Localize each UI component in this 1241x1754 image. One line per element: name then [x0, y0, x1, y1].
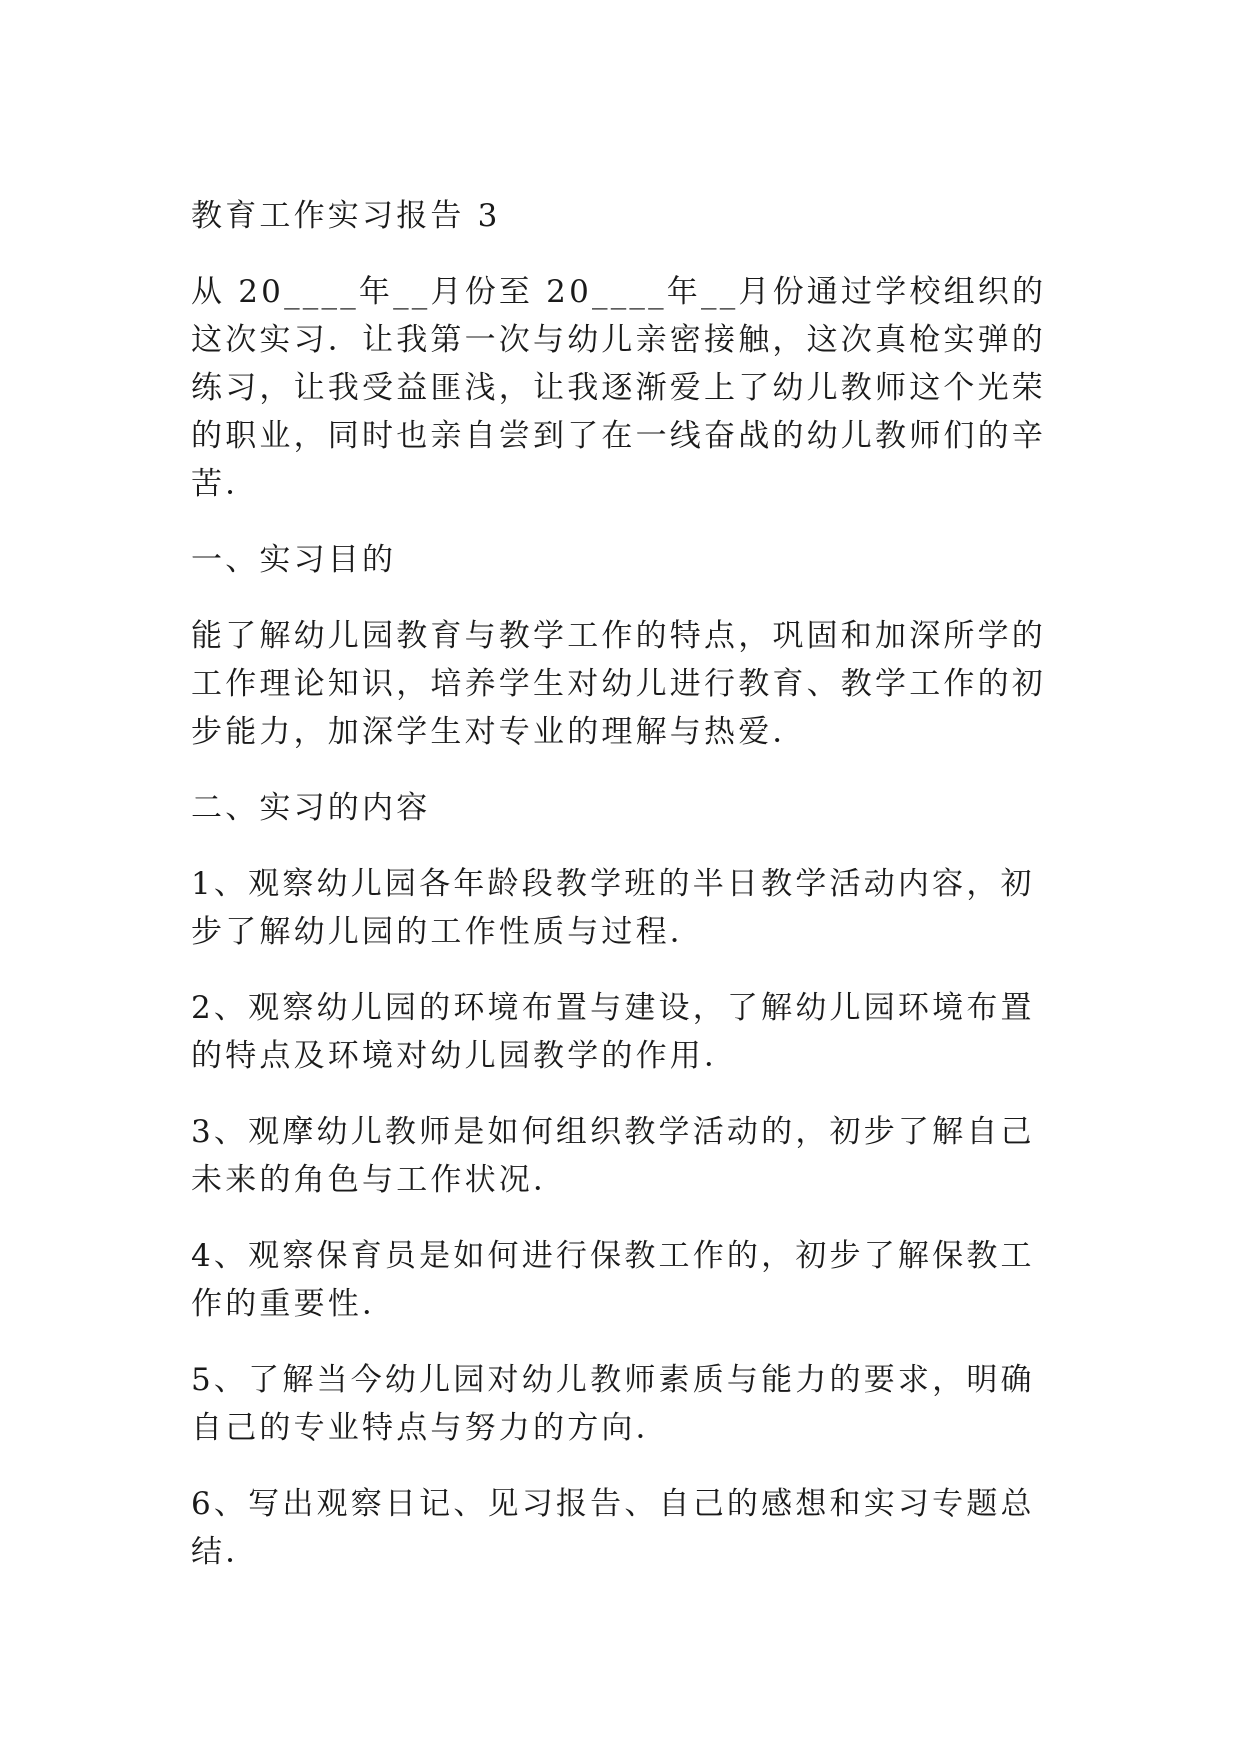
intro-paragraph: 从 20____年__月份至 20____年__月份通过学校组织的这次实习．让我第一次与幼儿亲密接触，这次真枪实弹的练习，让我受益匪浅，让我逐渐爱上了幼儿教师这个光荣的职业，同时也亲自尝到了在一线奋战的幼儿教师们的辛苦．: [191, 274, 1047, 502]
list-item: 6、写出观察日记、见习报告、自己的感想和实习专题总结．: [191, 1486, 1035, 1570]
list-item: 2、观察幼儿园的环境布置与建设，了解幼儿园环境布置的特点及环境对幼儿园教学的作用．: [191, 990, 1035, 1074]
list-item: 5、了解当今幼儿园对幼儿教师素质与能力的要求，明确自己的专业特点与努力的方向．: [191, 1362, 1035, 1446]
list-item: 1、观察幼儿园各年龄段教学班的半日教学活动内容，初步了解幼儿园的工作性质与过程．: [191, 866, 1035, 950]
list-item: 3、观摩幼儿教师是如何组织教学活动的，初步了解自己未来的角色与工作状况．: [191, 1114, 1035, 1198]
list-item: 4、观察保育员是如何进行保教工作的，初步了解保教工作的重要性．: [191, 1238, 1035, 1322]
section-heading-purpose: 一、实习目的: [191, 542, 397, 578]
section-heading-content: 二、实习的内容: [191, 790, 431, 826]
purpose-paragraph: 能了解幼儿园教育与教学工作的特点，巩固和加深所学的工作理论知识，培养学生对幼儿进行教育、教学工作的初步能力，加深学生对专业的理解与热爱．: [191, 618, 1046, 750]
document-body: [191, 192, 1051, 1576]
document-title: 教育工作实习报告 3: [191, 198, 501, 234]
